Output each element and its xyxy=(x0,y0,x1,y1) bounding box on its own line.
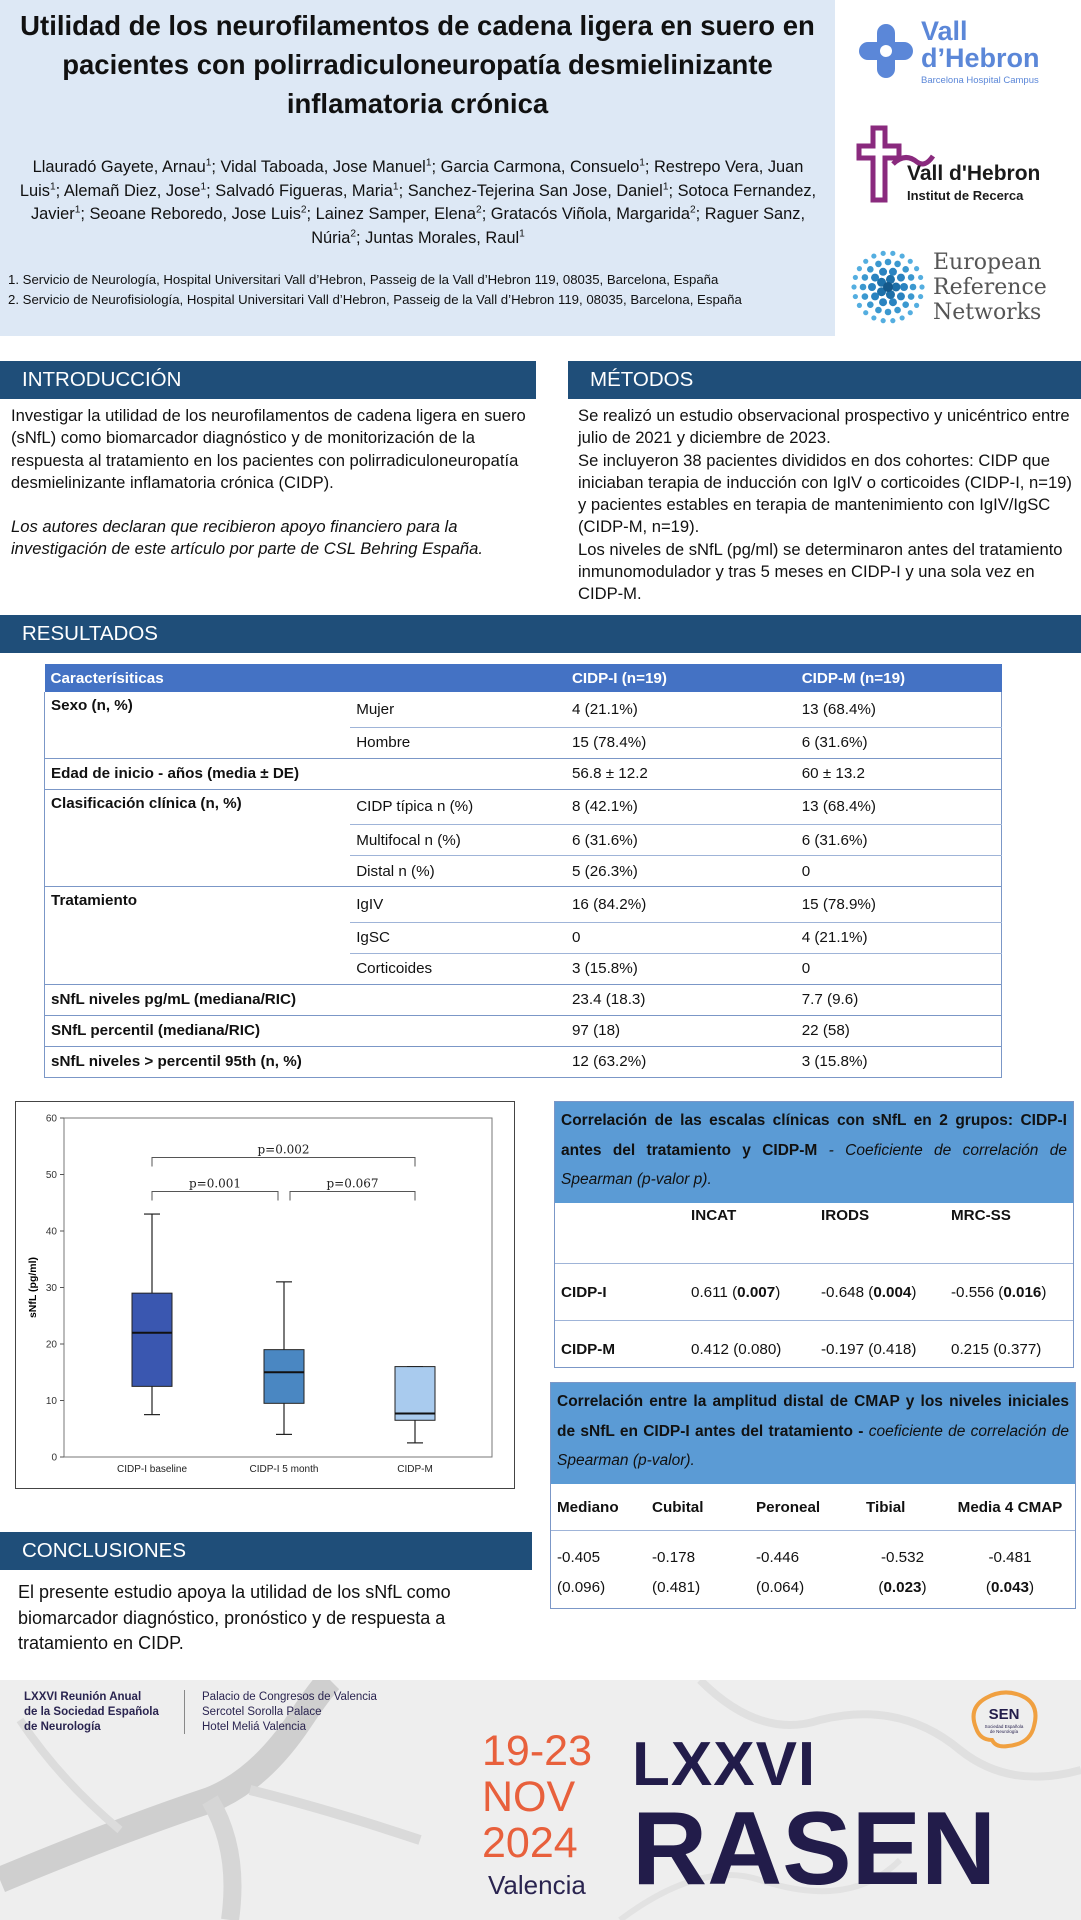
ern-dot xyxy=(908,259,913,264)
cidp-i-value: 0 xyxy=(566,922,796,953)
column-header: INCAT xyxy=(685,1203,815,1264)
ern-dot xyxy=(900,283,908,291)
column-header: Peroneal xyxy=(750,1484,860,1531)
methods-paragraph: Se realizó un estudio observacional prospectivo y unicéntrico entre julio de 2021 y diciembre de 2023. xyxy=(578,406,1070,448)
y-tick-label: 20 xyxy=(45,1339,57,1351)
correlation-cell xyxy=(685,1321,815,1377)
ern-dot xyxy=(894,307,901,314)
ern-logo xyxy=(849,248,1079,328)
y-tick-label: 10 xyxy=(45,1396,57,1407)
logo-text: d’Hebron xyxy=(921,43,1040,73)
cidp-m-value: 0 xyxy=(796,856,1002,887)
ern-dot xyxy=(857,303,862,308)
ern-dot xyxy=(894,261,901,268)
ern-dot xyxy=(885,309,892,316)
column-header: Media 4 CMAP xyxy=(945,1484,1075,1531)
ern-dot xyxy=(883,282,893,292)
author: Restrepo Vera, Juan Luis xyxy=(19,158,804,200)
cidp-m-value: 3 (15.8%) xyxy=(796,1046,1002,1077)
affiliation-marker: 2 xyxy=(350,228,357,240)
affiliation-marker: 1 xyxy=(425,157,432,169)
ern-dot xyxy=(881,251,886,256)
affiliation-marker: 1 xyxy=(639,157,645,169)
p-value-line: (0.043) xyxy=(985,1579,1035,1596)
intro-text xyxy=(11,405,526,561)
row-label: Edad de inicio - años (media ± DE) xyxy=(45,758,351,789)
ern-dot xyxy=(867,301,874,308)
y-tick-label: 50 xyxy=(45,1170,57,1181)
author: Alemañ Diez, Jose xyxy=(63,181,201,200)
ern-dot xyxy=(879,268,887,276)
title-italic: coeficiente de correlación de Spearman (p-valor). xyxy=(557,1422,1070,1469)
ern-dot xyxy=(863,310,868,315)
sen-subtext xyxy=(966,1724,1042,1734)
affiliation-marker: 1 xyxy=(205,157,212,169)
ern-dot xyxy=(918,275,923,280)
ern-dot xyxy=(860,284,867,291)
affiliation-marker: 1 xyxy=(200,181,207,193)
cidp-m-value: 13 (68.4%) xyxy=(796,692,1002,727)
row-sublabel: Multifocal n (%) xyxy=(350,825,566,856)
cidp-i-value: 6 (31.6%) xyxy=(566,825,796,856)
results-table-body xyxy=(45,664,1002,1077)
venue-line: Sercotel Sorolla Palace xyxy=(202,1706,322,1718)
affiliation-1: 1. Servicio de Neurología, Hospital Universitari Vall d’Hebron, Passeig de la Vall d’Hebron 119, 08035, Barcelona, España xyxy=(8,272,719,287)
author: Lainez Samper, Elena xyxy=(315,205,477,223)
coefficient: -0.178 xyxy=(652,1549,696,1566)
ern-dot xyxy=(881,318,886,323)
conclusions-text: El presente estudio apoya la utilidad de los sNfL como biomarcador diagnóstico, pronóstico y de respuesta a tratamiento en CIDP. xyxy=(18,1582,451,1653)
event-city: Valencia xyxy=(488,1870,586,1900)
results-table-container xyxy=(44,664,1002,1078)
affiliation-marker: 1 xyxy=(662,181,669,193)
cidp-m-value: 13 (68.4%) xyxy=(796,789,1002,825)
row-sublabel: IgIV xyxy=(350,887,566,923)
row-label: sNfL niveles pg/mL (mediana/RIC) xyxy=(45,984,351,1015)
author: Sotoca Fernandez, Javier xyxy=(30,181,817,223)
p-value-label: p=0.067 xyxy=(326,1176,379,1191)
cidp-i-value: 4 (21.1%) xyxy=(566,692,796,727)
sen-logo xyxy=(966,1688,1042,1752)
ern-dot xyxy=(853,275,858,280)
author: Sanchez-Tejerina San Jose, Daniel xyxy=(407,181,663,200)
ern-dot xyxy=(908,274,915,281)
ern-dot xyxy=(902,301,909,308)
boxplot-chart xyxy=(16,1102,514,1488)
correlation-cell xyxy=(860,1531,945,1603)
ern-dot xyxy=(900,253,905,258)
table-row xyxy=(45,887,1002,923)
ern-dot xyxy=(890,251,895,256)
cidp-i-value: 12 (63.2%) xyxy=(566,1046,796,1077)
y-tick-label: 40 xyxy=(45,1226,57,1238)
table-row xyxy=(45,692,1002,727)
event-dates xyxy=(482,1728,592,1866)
methods-paragraph: Los niveles de sNfL (pg/ml) se determinaron antes del tratamiento inmunomodulador y tras 5 meses en CIDP-I y una sola vez en CIDP-M. xyxy=(578,539,1063,604)
correlation-grid xyxy=(551,1484,1075,1603)
venue-line: Hotel Meliá Valencia xyxy=(202,1721,306,1733)
p-value: 0.004 xyxy=(873,1283,912,1301)
cell-value: -0.648 (0.004) xyxy=(821,1283,917,1301)
correlation-cell xyxy=(815,1321,945,1377)
section-heading-methods: MÉTODOS xyxy=(568,361,1081,399)
row-label xyxy=(45,953,351,984)
cidp-m-value: 6 (31.6%) xyxy=(796,825,1002,856)
row-label xyxy=(45,825,351,856)
column-header xyxy=(555,1203,685,1264)
ern-dot xyxy=(885,259,892,266)
event-code: LXXVI xyxy=(632,1730,817,1799)
header-cell: Caracterísiticas xyxy=(45,664,566,692)
intro-paragraph: Investigar la utilidad de los neurofilamentos de cadena ligera en suero (sNfL) como biomarcador diagnóstico y de monitorización de la respuesta al tratamiento en los pacientes con polirradiculoneuropatía desmielinizante inflamatoria crónica (CIDP). xyxy=(11,406,526,492)
cell-value xyxy=(821,1341,916,1358)
dates: 19-23 xyxy=(482,1727,592,1775)
cidp-i-value: 15 (78.4%) xyxy=(566,727,796,758)
ern-dot xyxy=(918,294,923,299)
p-value-label: p=0.001 xyxy=(188,1176,242,1191)
ern-dot xyxy=(897,274,905,282)
event-name: RASEN xyxy=(632,1791,997,1907)
correlation-cell xyxy=(945,1321,1073,1377)
row-sublabel: IgSC xyxy=(350,922,566,953)
p-value: 0.481 xyxy=(657,1579,696,1596)
ern-dot xyxy=(914,303,919,308)
row-label: CIDP-I xyxy=(555,1264,685,1321)
coefficient: 0.611 xyxy=(691,1283,728,1301)
ern-dots-icon xyxy=(849,248,927,326)
ern-dot xyxy=(908,293,915,300)
correlation-cell xyxy=(551,1531,646,1603)
y-tick-label: 60 xyxy=(45,1113,57,1125)
boxplot-figure xyxy=(15,1101,515,1489)
coefficient: -0.197 (0.418) xyxy=(821,1340,917,1358)
row-sublabel: Distal n (%) xyxy=(350,856,566,887)
author: Vidal Taboada, Jose Manuel xyxy=(220,158,426,176)
sen-subline: de Neurología xyxy=(989,1729,1019,1734)
correlation-table-cmap xyxy=(550,1382,1076,1609)
row-sublabel xyxy=(350,1046,566,1077)
table-row xyxy=(45,789,1002,825)
y-tick-label: 30 xyxy=(45,1283,57,1294)
sen-text: SEN xyxy=(988,1706,1020,1723)
ern-dot xyxy=(914,266,919,271)
row-sublabel xyxy=(350,1015,566,1046)
row-label: Clasificación clínica (n, %) xyxy=(45,789,351,825)
header-cell: CIDP-M (n=19) xyxy=(796,664,1002,692)
cidp-m-value: 6 (31.6%) xyxy=(796,727,1002,758)
table-row xyxy=(45,856,1002,887)
column-header: Tibial xyxy=(860,1484,945,1531)
affiliation-marker: 1 xyxy=(392,181,399,193)
poster-title: Utilidad de los neurofilamentos de cadena ligera en suero en pacientes con polirradiculoneuropatía desmielinizante inflamatoria crónica xyxy=(20,10,815,119)
cidp-m-value: 22 (58) xyxy=(796,1015,1002,1046)
p-value: 0.043 xyxy=(990,1579,1029,1596)
table-header-row xyxy=(45,664,1002,692)
cell-value xyxy=(691,1341,781,1358)
ern-dot xyxy=(862,293,869,300)
section-heading-conclusions: CONCLUSIONES xyxy=(0,1532,532,1570)
p-value-line: (0.096) xyxy=(557,1579,606,1596)
ern-dot xyxy=(871,292,879,300)
coefficient: -0.648 xyxy=(821,1283,865,1301)
ern-dot xyxy=(889,268,897,276)
correlation-table-clinical xyxy=(554,1101,1074,1368)
ern-dot xyxy=(857,266,862,271)
row-sublabel xyxy=(350,758,566,789)
column-header: IRODS xyxy=(815,1203,945,1264)
vall-hebron-campus-logo xyxy=(855,18,1065,88)
column-header: MRC-SS xyxy=(945,1203,1073,1264)
methods-paragraph: Se incluyeron 38 pacientes divididos en dos cohortes: CIDP que iniciaban terapia de inducción con IgIV o corticoides (CIDP-I, n=19) y pacientes estables en terapia de mantenimiento con IgIV/IgSC (CIDP-M, n=19). xyxy=(578,450,1072,537)
y-axis-label: sNfL (pg/ml) xyxy=(27,1256,39,1319)
row-label xyxy=(45,922,351,953)
ern-dot xyxy=(853,294,858,299)
box-1 xyxy=(264,1350,304,1404)
section-heading-results: RESULTADOS xyxy=(0,615,1081,653)
logo-text xyxy=(933,250,1047,325)
row-label: SNfL percentil (mediana/RIC) xyxy=(45,1015,351,1046)
correlation-cell xyxy=(685,1264,815,1321)
author: Juntas Morales, Raul xyxy=(365,228,520,247)
logo-line: European xyxy=(933,250,1042,275)
row-sublabel: Corticoides xyxy=(350,953,566,984)
title-italic: - Coeficiente de correlación de Spearman (p-valor p). xyxy=(561,1141,1067,1188)
author: Raguer Sanz, Núria xyxy=(311,205,806,247)
table-row xyxy=(45,727,1002,758)
cross-logo-icon xyxy=(855,20,917,82)
logo-line: Networks xyxy=(933,300,1042,325)
p-value: 0.016 xyxy=(1003,1283,1042,1301)
affiliation-marker: 1 xyxy=(74,204,81,216)
cidp-m-value: 4 (21.1%) xyxy=(796,922,1002,953)
ern-dot xyxy=(871,253,876,258)
cidp-i-value: 3 (15.8%) xyxy=(566,953,796,984)
results-table xyxy=(44,664,1002,1078)
logo-text: Vall d'Hebron xyxy=(907,162,1041,185)
row-sublabel: Mujer xyxy=(350,692,566,727)
coefficient: 0.412 (0.080) xyxy=(691,1340,782,1358)
cidp-m-value: 7.7 (9.6) xyxy=(796,984,1002,1015)
ern-dot xyxy=(851,284,856,289)
p-value-label: p=0.002 xyxy=(257,1142,310,1157)
correlation-cell xyxy=(945,1531,1075,1603)
correlation-title xyxy=(551,1383,1075,1484)
logo-column xyxy=(835,0,1081,336)
table-row xyxy=(45,825,1002,856)
methods-text xyxy=(578,405,1073,606)
cidp-i-value: 23.4 (18.3) xyxy=(566,984,796,1015)
table-row xyxy=(45,1046,1002,1077)
affiliation-marker: 1 xyxy=(49,181,56,193)
affiliation-2: 2. Servicio de Neurofisiología, Hospital Universitari Vall d’Hebron, Passeig de la Vall d’Hebron 119, 08035, Barcelona, España xyxy=(8,291,742,307)
row-sublabel xyxy=(350,984,566,1015)
ern-dot xyxy=(890,318,895,323)
ern-dot xyxy=(908,310,913,315)
p-value-line: (0.064) xyxy=(756,1579,805,1596)
sen-subline: Sociedad Española xyxy=(984,1724,1024,1729)
ern-dot xyxy=(889,298,897,306)
p-value-line: (0.023) xyxy=(878,1579,927,1596)
coefficient: -0.481 xyxy=(988,1549,1032,1566)
author: Garcia Carmona, Consuelo xyxy=(440,158,640,176)
correlation-cell xyxy=(815,1264,945,1321)
author: Seoane Reboredo, Jose Luis xyxy=(89,205,301,223)
cidp-m-value: 0 xyxy=(796,953,1002,984)
ern-dot xyxy=(862,274,869,281)
row-label: sNfL niveles > percentil 95th (n, %) xyxy=(45,1046,351,1077)
ern-dot xyxy=(919,284,924,289)
cidp-m-value: 15 (78.9%) xyxy=(796,887,1002,923)
meeting-name xyxy=(24,1690,159,1735)
x-tick-label: CIDP-M xyxy=(397,1464,433,1475)
correlation-cell xyxy=(646,1531,750,1603)
table-row xyxy=(45,758,1002,789)
logo-line: Reference xyxy=(933,275,1047,300)
p-value: 0.064 xyxy=(761,1579,800,1596)
x-tick-label: CIDP-I 5 month xyxy=(249,1464,319,1475)
row-label: Sexo (n, %) xyxy=(45,692,351,727)
ern-dot xyxy=(897,292,905,300)
row-label: CIDP-M xyxy=(561,1340,615,1358)
logo-subtext: Barcelona Hospital Campus xyxy=(921,75,1039,86)
row-sublabel: Hombre xyxy=(350,727,566,758)
cidp-i-value: 16 (84.2%) xyxy=(566,887,796,923)
section-heading-intro: INTRODUCCIÓN xyxy=(0,361,536,399)
ern-dot xyxy=(879,298,887,306)
p-value: 0.007 xyxy=(737,1283,776,1301)
coefficient: -0.405 xyxy=(557,1549,601,1566)
box-2 xyxy=(395,1367,435,1421)
table-row xyxy=(45,984,1002,1015)
ern-dot xyxy=(900,315,905,320)
column-header: Mediano xyxy=(551,1484,646,1531)
affiliation-marker: 2 xyxy=(300,204,307,216)
correlation-cell xyxy=(945,1264,1073,1321)
author: Salvadó Figueras, Maria xyxy=(215,181,393,200)
affiliation-marker: 2 xyxy=(476,204,482,216)
row-label xyxy=(45,856,351,887)
cell-value xyxy=(951,1341,1041,1358)
logo-text: Vall xyxy=(921,16,968,46)
correlation-title xyxy=(555,1102,1073,1203)
author-list: Llauradó Gayete, Arnau$^1$; Vidal Taboada, Jose Manuel$^1$; Garcia Carmona, Consuelo$^1$; Restrepo Vera, Juan Luis$^1$; Alemañ Diez, Jose$^1$; Salvadó Figueras, Maria$^1$; Sanchez-Tejerina San Jose, Daniel$^1$; Sotoca Fernandez, Javier$^1$; Seoane Reboredo, Jose Luis$^2$; Lainez Samper, Elena$^2$; Gratacós Viñola, Margarida$^2$; Raguer Sanz, Núria$^2$; Juntas Morales, Raul$^1$ xyxy=(19,157,817,247)
coefficient: -0.556 xyxy=(951,1283,995,1301)
p-value: 0.023 xyxy=(883,1579,922,1596)
venue-list xyxy=(202,1690,377,1735)
y-tick-label: 0 xyxy=(51,1452,57,1464)
conference-banner xyxy=(0,1680,1081,1920)
meeting-line: de Neurología xyxy=(24,1721,101,1733)
coefficient: -0.532 xyxy=(880,1549,925,1566)
correlation-grid xyxy=(555,1203,1073,1377)
ern-dot xyxy=(871,274,879,282)
table-row xyxy=(45,953,1002,984)
title-bold: Correlación entre la amplitud distal de CMAP y los niveles iniciales de sNfL en CIDP-I antes del tratamiento - xyxy=(557,1393,1069,1440)
cidp-i-value: 97 (18) xyxy=(566,1015,796,1046)
venue-line: Palacio de Congresos de Valencia xyxy=(202,1691,377,1703)
cidp-i-value: 5 (26.3%) xyxy=(566,856,796,887)
cell-value: 0.611 (0.007) xyxy=(691,1283,781,1301)
correlation-cell xyxy=(750,1531,860,1603)
table-row xyxy=(45,1015,1002,1046)
p-value-line: (0.481) xyxy=(652,1579,701,1596)
p-value: 0.096 xyxy=(562,1579,601,1596)
row-sublabel: CIDP típica n (%) xyxy=(350,789,566,825)
meeting-line: LXXVI Reunión Anual xyxy=(24,1691,142,1703)
ern-dot xyxy=(871,315,876,320)
cidp-i-value: 8 (42.1%) xyxy=(566,789,796,825)
ern-dot xyxy=(863,259,868,264)
ern-dot xyxy=(910,284,917,291)
author: Gratacós Viñola, Margarida xyxy=(490,205,691,223)
month: NOV xyxy=(482,1773,576,1821)
coefficient: 0.215 (0.377) xyxy=(951,1340,1042,1358)
funding-statement: Los autores declaran que recibieron apoyo financiero para la investigación de este artículo por parte de CSL Behring España. xyxy=(11,517,483,559)
table-row xyxy=(45,922,1002,953)
year: 2024 xyxy=(482,1819,578,1867)
cell-value: -0.556 (0.016) xyxy=(951,1283,1047,1301)
affiliation-marker: 1 xyxy=(519,228,525,240)
row-label xyxy=(45,727,351,758)
box-0 xyxy=(132,1293,172,1386)
x-tick-label: CIDP-I baseline xyxy=(116,1464,188,1475)
coefficient: -0.446 xyxy=(756,1549,800,1566)
column-header: Cubital xyxy=(646,1484,750,1531)
logo-subtext: Institut de Recerca xyxy=(907,188,1024,203)
cidp-m-value: 60 ± 13.2 xyxy=(796,758,1002,789)
author: Llauradó Gayete, Arnau xyxy=(32,158,206,176)
header-cell: CIDP-I (n=19) xyxy=(566,664,796,692)
title-bold: Correlación de las escalas clínicas con sNfL en 2 grupos: CIDP-I antes del tratamiento y CIDP-M xyxy=(561,1112,1067,1159)
ern-dot xyxy=(875,261,882,268)
ern-dot xyxy=(868,283,876,291)
divider xyxy=(184,1690,185,1734)
affiliation-marker: 2 xyxy=(690,204,696,216)
ern-dot xyxy=(875,307,882,314)
ern-dot xyxy=(902,266,909,273)
cidp-i-value: 56.8 ± 12.2 xyxy=(566,758,796,789)
affiliations xyxy=(8,270,833,309)
row-label: Tratamiento xyxy=(45,887,351,923)
meeting-line: de la Sociedad Española xyxy=(24,1706,159,1718)
vhir-logo xyxy=(855,124,1075,204)
ern-dot xyxy=(867,266,874,273)
